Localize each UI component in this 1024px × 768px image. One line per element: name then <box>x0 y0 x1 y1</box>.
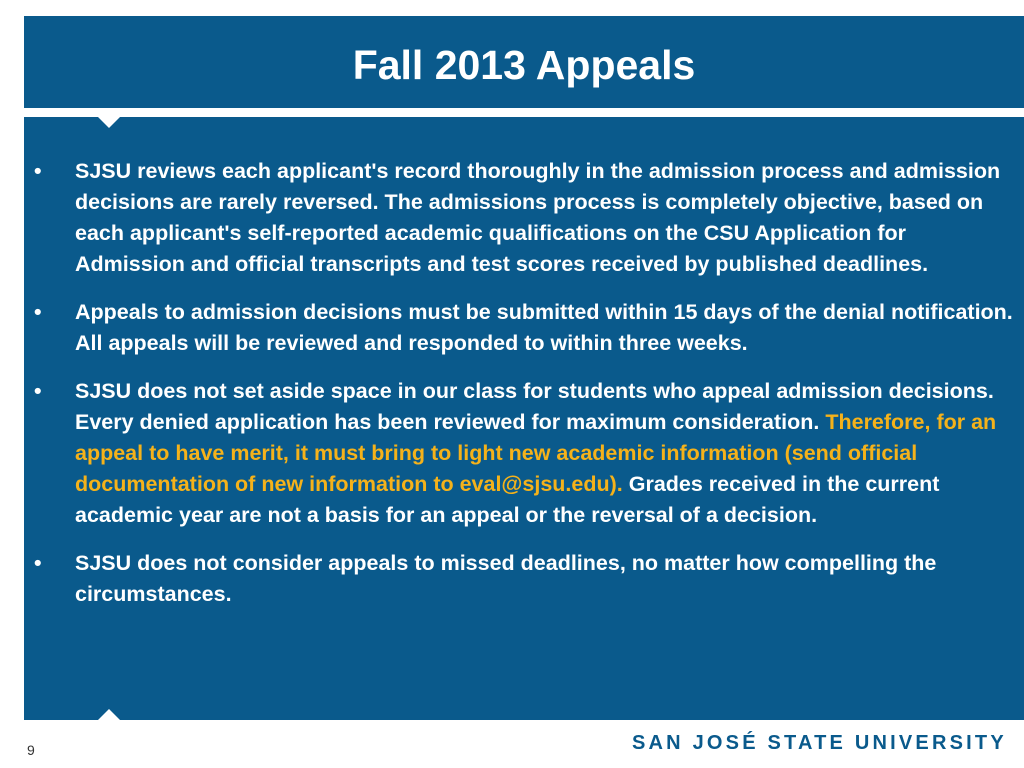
title-bar <box>24 16 1024 108</box>
bullet-marker: • <box>34 551 42 575</box>
bullet-list <box>34 156 1014 627</box>
bullet-item-appeal-deadline <box>34 297 1014 359</box>
bullet-text: SJSU does not consider appeals to missed deadlines, no matter how compelling the circumstances. <box>75 551 937 606</box>
bullet-item-appeal-merit <box>34 376 1014 531</box>
page-number: 9 <box>27 742 35 758</box>
bullet-highlight-text: Therefore, for an appeal to have merit, it must bring to light new academic information (send official documentation of new information to eval@sjsu.edu). <box>75 410 997 496</box>
slide-title: Fall 2013 Appeals <box>352 41 696 88</box>
panel-notch-top <box>98 117 120 128</box>
bullet-text-continued: Grades received in the current academic year are not a basis for an appeal or the reversal of a decision. <box>75 472 940 527</box>
university-logo: SAN JOSÉ STATE UNIVERSITY <box>632 732 1007 754</box>
bullet-text: SJSU does not set aside space in our class for students who appeal admission decisions. Every denied application has been reviewed for maximum consideration. <box>75 379 994 434</box>
bullet-marker: • <box>34 379 42 403</box>
bullet-item-missed-deadlines <box>34 548 1014 610</box>
panel-notch-bottom <box>98 709 120 720</box>
bullet-marker: • <box>34 300 42 324</box>
bullet-text: SJSU reviews each applicant's record thoroughly in the admission process and admission decisions are rarely reversed. The admissions process is completely objective, based on each applicant's self-reported academic qualifications on the CSU Application for Admission and official transcripts and test scores received by published deadlines. <box>75 159 1001 276</box>
bullet-text: Appeals to admission decisions must be submitted within 15 days of the denial notification. All appeals will be reviewed and responded to within three weeks. <box>75 300 1013 355</box>
bullet-item-review-process <box>34 156 1014 280</box>
bullet-marker: • <box>34 159 42 183</box>
